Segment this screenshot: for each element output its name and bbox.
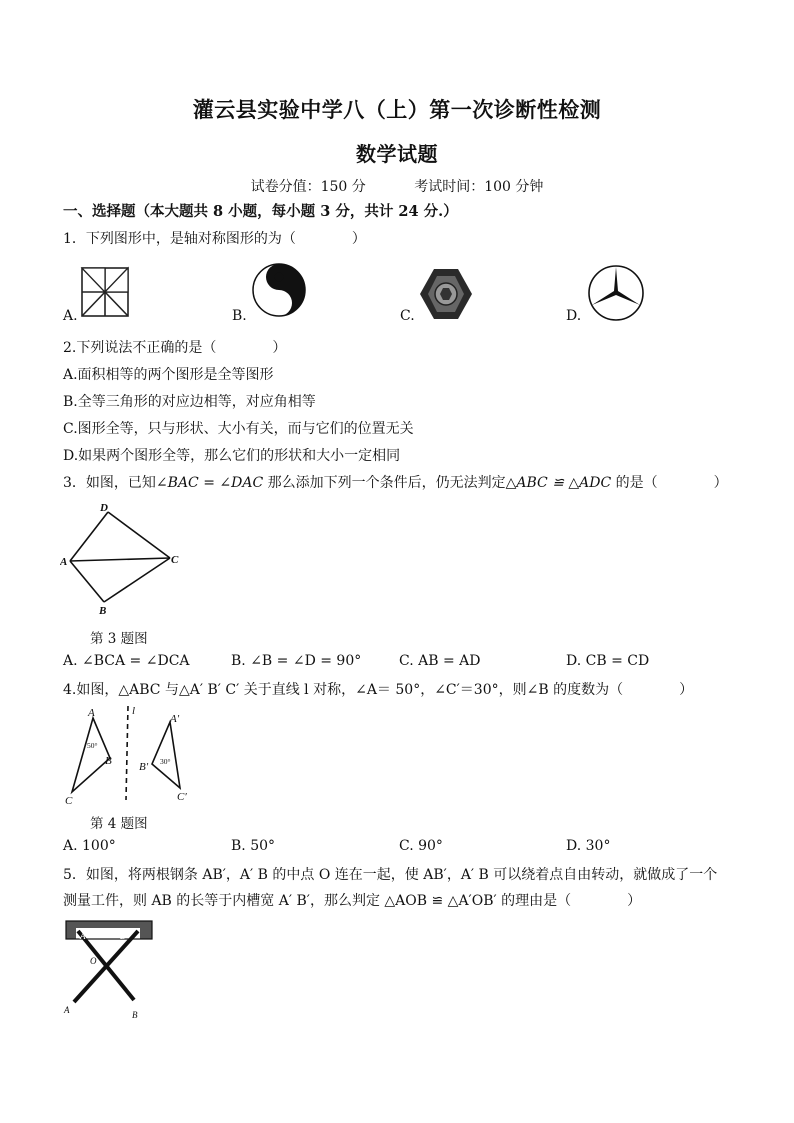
exam-meta [0, 176, 794, 196]
q5-label-b: B [132, 1010, 138, 1020]
q3-stem-part-c: 的是（ ） [611, 475, 728, 491]
q4-option-c: C. 90° [399, 838, 443, 854]
q4-option-d: D. 30° [566, 838, 611, 854]
question-5-stem-line-2: 测量工件，则 AB 的长等于内槽宽 A′ B′，那么判定 △AOB ≌ △A′OB′ 的理由是（ ） [63, 893, 642, 909]
q4-label-a-prime: A′ [170, 713, 180, 725]
q4-label-a: A [88, 707, 95, 719]
q1-figure-hexagon [418, 266, 474, 322]
q5-label-o: O [90, 956, 97, 966]
q4-line-l: l [132, 705, 136, 717]
q3-stem-part-b: 那么添加下列一个条件后，仍无法判定 [263, 475, 506, 491]
q3-figure-kite [60, 500, 190, 616]
score-info: 试卷分值：150 分 [250, 179, 366, 195]
q3-option-b: B. ∠B = ∠D = 90° [231, 653, 362, 669]
q4-label-c-prime: C′ [177, 791, 187, 803]
question-5-stem-line-1: 5．如图，将两根钢条 AB′，A′ B 的中点 O 连在一起，使 AB′，A′ B 可以绕着点自由转动，就做成了一个 [63, 867, 718, 883]
q2-option-b: B.全等三角形的对应边相等，对应角相等 [63, 394, 316, 410]
q4-label-b: B [105, 755, 112, 767]
q4-label-angle-a: 50° [87, 741, 98, 750]
q4-figure-caption: 第 4 题图 [90, 816, 148, 832]
q3-option-a: A. ∠BCA = ∠DCA [63, 653, 190, 669]
q1-figure-yinyang [251, 262, 307, 318]
time-info: 考试时间：100 分钟 [414, 179, 544, 195]
q4-option-b: B. 50° [231, 838, 276, 854]
section-heading: 一、选择题（本大题共 8 小题，每小题 3 分，共计 24 分.） [63, 203, 458, 220]
q4-option-a: A. 100° [63, 838, 116, 854]
q5-label-a: A [64, 1005, 70, 1015]
question-1-stem: 1．下列图形中，是轴对称图形的为（ ） [63, 231, 366, 247]
q2-option-a: A.面积相等的两个图形是全等图形 [63, 367, 274, 383]
q3-label-a: A [60, 556, 68, 568]
q3-figure-caption: 第 3 题图 [90, 631, 148, 647]
q1-option-b: B. [232, 308, 247, 324]
q4-label-angle-c-prime: 30° [160, 757, 171, 766]
q3-option-d: D. CB = CD [566, 653, 650, 669]
q3-option-c: C. AB = AD [399, 653, 481, 669]
q3-label-b: B [99, 605, 107, 616]
q3-stem-math-2: △ABC ≌ △ADC [505, 475, 612, 491]
question-2-stem: 2.下列说法不正确的是（ ） [63, 340, 287, 356]
q3-label-c: C [171, 554, 179, 566]
q5-label-a-prime: A′ [80, 931, 88, 941]
q3-label-d: D [100, 502, 108, 514]
q4-figure-symmetric-triangles [60, 700, 210, 808]
q1-option-d: D. [566, 308, 582, 324]
q3-stem-math-1: ∠BAC = ∠DAC [155, 475, 264, 491]
exam-title: 灌云县实验中学八（上）第一次诊断性检测 [192, 97, 602, 122]
q5-figure-measuring-tool [60, 918, 160, 1022]
q3-stem-part-a: 3．如图，已知 [63, 475, 156, 491]
question-3-stem [63, 473, 728, 493]
question-4-stem: 4.如图，△ABC 与△A′ B′ C′ 关于直线 l 对称，∠A＝ 50°，∠C′＝30°，则∠B 的度数为（ ） [63, 682, 694, 698]
q5-label-b-prime: B′ [120, 931, 128, 941]
q1-option-c: C. [400, 308, 415, 324]
q1-option-a: A. [63, 308, 78, 324]
exam-subtitle: 数学试题 [356, 142, 438, 166]
q1-figure-pinwheel [80, 266, 130, 318]
q4-label-b-prime: B′ [139, 761, 149, 773]
q4-label-c: C [65, 795, 73, 807]
q2-option-d: D.如果两个图形全等，那么它们的形状和大小一定相同 [63, 448, 401, 464]
q2-option-c: C.图形全等，只与形状、大小有关，而与它们的位置无关 [63, 421, 414, 437]
q1-figure-mercedes-star [585, 264, 647, 322]
